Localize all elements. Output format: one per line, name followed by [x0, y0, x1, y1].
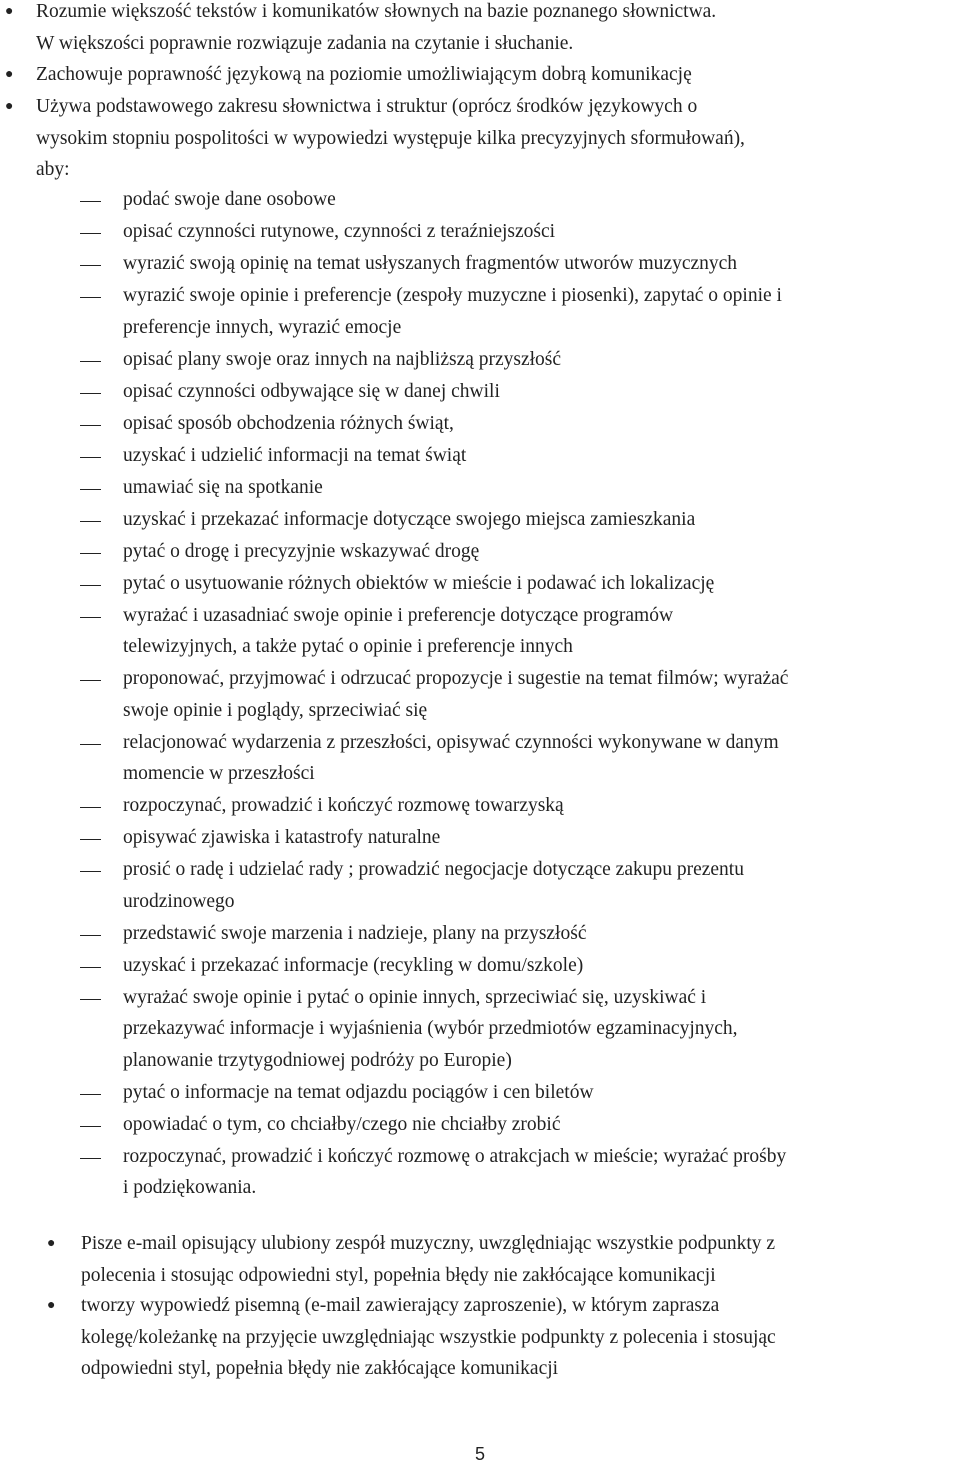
dash-icon [80, 967, 101, 968]
text-line: momencie w przeszłości [123, 763, 315, 784]
dash-icon [80, 297, 101, 298]
dash-icon [80, 361, 101, 362]
text-line: opisać czynności rutynowe, czynności z teraźniejszości [123, 221, 556, 242]
text-line: wyrazić swoje opinie i preferencje (zespoły muzyczne i piosenki), zapytać o opinie i [123, 285, 782, 306]
bullet-icon: ● [5, 99, 14, 114]
text-line: wyrazić swoją opinię na temat usłyszanych fragmentów utworów muzycznych [123, 253, 738, 274]
dash-icon [80, 553, 101, 554]
text-line: opowiadać o tym, co chciałby/czego nie chciałby zrobić [123, 1113, 561, 1135]
text-line: podać swoje dane osobowe [123, 189, 336, 210]
bullet-icon: ● [47, 1298, 56, 1313]
text-line: planowanie trzytygodniowej podróży po Europie) [123, 1049, 512, 1071]
bullet-icon: ● [5, 67, 14, 82]
text-line: Zachowuje poprawność językową na poziomie umożliwiającym dobrą komunikację [36, 64, 692, 85]
text-line: pytać o drogę i precyzyjnie wskazywać drogę [123, 540, 480, 562]
dash-icon [80, 457, 101, 458]
dash-icon [80, 935, 101, 936]
bullet-icon: ● [47, 1236, 56, 1251]
text-line: polecenia i stosując odpowiedni styl, popełnia błędy nie zakłócające komunikacji [81, 1264, 716, 1286]
text-line: proponować, przyjmować i odrzucać propozycje i sugestie na temat filmów; wyrażać [123, 668, 789, 689]
text-line: wyrażać i uzasadniać swoje opinie i preferencje dotyczące programów [123, 604, 674, 626]
text-line: relacjonować wydarzenia z przeszłości, opisywać czynności wykonywane w danym [123, 731, 779, 753]
text-line: umawiać się na spotkanie [123, 476, 323, 498]
text-line: swoje opinie i poglądy, sprzeciwiać się [123, 699, 428, 721]
text-line: wyrażać swoje opinie i pytać o opinie innych, sprzeciwiać się, uzyskiwać i [123, 986, 707, 1008]
dash-icon [80, 521, 101, 522]
text-line: uzyskać i przekazać informacje dotyczące swojego miejsca zamieszkania [123, 508, 696, 530]
dash-icon [80, 1094, 101, 1095]
text-line: aby: [36, 159, 70, 180]
dash-icon [80, 680, 101, 681]
bullet-icon: ● [5, 4, 14, 19]
text-line: Rozumie większość tekstów i komunikatów słownych na bazie poznanego słownictwa. [36, 1, 717, 22]
dash-icon [80, 201, 101, 202]
dash-icon [80, 617, 101, 618]
dash-icon [80, 744, 101, 745]
text-line: odpowiedni styl, popełnia błędy nie zakłócające komunikacji [81, 1358, 559, 1379]
text-line: uzyskać i przekazać informacje (recykling w domu/szkole) [123, 954, 584, 976]
dash-icon [80, 999, 101, 1000]
dash-icon [80, 807, 101, 808]
dash-icon [80, 585, 101, 586]
page-number: 5 [475, 1444, 486, 1464]
text-line: opisać plany swoje oraz innych na najbliższą przyszłość [123, 348, 562, 370]
text-line: Pisze e-mail opisujący ulubiony zespół muzyczny, uwzględniając wszystkie podpunkty z [81, 1233, 776, 1254]
text-line: pytać o usytuowanie różnych obiektów w mieście i podawać ich lokalizację [123, 572, 715, 594]
text-line: kolegę/koleżankę na przyjęcie uwzględniając wszystkie podpunkty z polecenia i stosując [81, 1326, 776, 1348]
text-line: przedstawić swoje marzenia i nadzieje, plany na przyszłość [123, 922, 587, 944]
text-line: W większości poprawnie rozwiązuje zadania na czytanie i słuchanie. [36, 32, 574, 54]
text-line: przekazywać informacje i wyjaśnienia (wybór przedmiotów egzaminacyjnych, [123, 1018, 738, 1039]
dash-icon [80, 393, 101, 394]
text-line: pytać o informacje na temat odjazdu pociągów i cen biletów [123, 1081, 594, 1103]
dash-icon [80, 1158, 101, 1159]
text-line: opisywać zjawiska i katastrofy naturalne [123, 827, 441, 848]
dash-icon [80, 839, 101, 840]
text-line: rozpoczynać, prowadzić i kończyć rozmowę o atrakcjach w mieście; wyrażać prośby [123, 1145, 787, 1167]
dash-icon [80, 233, 101, 234]
dash-icon [80, 425, 101, 426]
dash-icon [80, 489, 101, 490]
text-line: uzyskać i udzielić informacji na temat świąt [123, 444, 467, 466]
text-line: tworzy wypowiedź pisemną (e-mail zawierający zaproszenie), w którym zaprasza [81, 1295, 720, 1316]
text-line: preferencje innych, wyrazić emocje [123, 316, 402, 338]
text-line: opisać czynności odbywające się w danej chwili [123, 380, 500, 402]
text-line: wysokim stopniu pospolitości w wypowiedzi występuje kilka precyzyjnych sformułowań), [36, 127, 745, 149]
dash-icon [80, 265, 101, 266]
text-line: Używa podstawowego zakresu słownictwa i struktur (oprócz środków językowych o [36, 96, 698, 117]
text-line: opisać sposób obchodzenia różnych świąt, [123, 412, 454, 434]
text-line: urodzinowego [123, 890, 235, 912]
text-line: rozpoczynać, prowadzić i kończyć rozmowę towarzyską [123, 795, 564, 816]
dash-icon [80, 871, 101, 872]
text-line: i podziękowania. [123, 1177, 257, 1198]
text-line: prosić o radę i udzielać rady ; prowadzić negocjacje dotyczące zakupu prezentu [123, 859, 744, 880]
dash-icon [80, 1126, 101, 1127]
text-line: telewizyjnych, a także pytać o opinie i preferencje innych [123, 636, 573, 657]
